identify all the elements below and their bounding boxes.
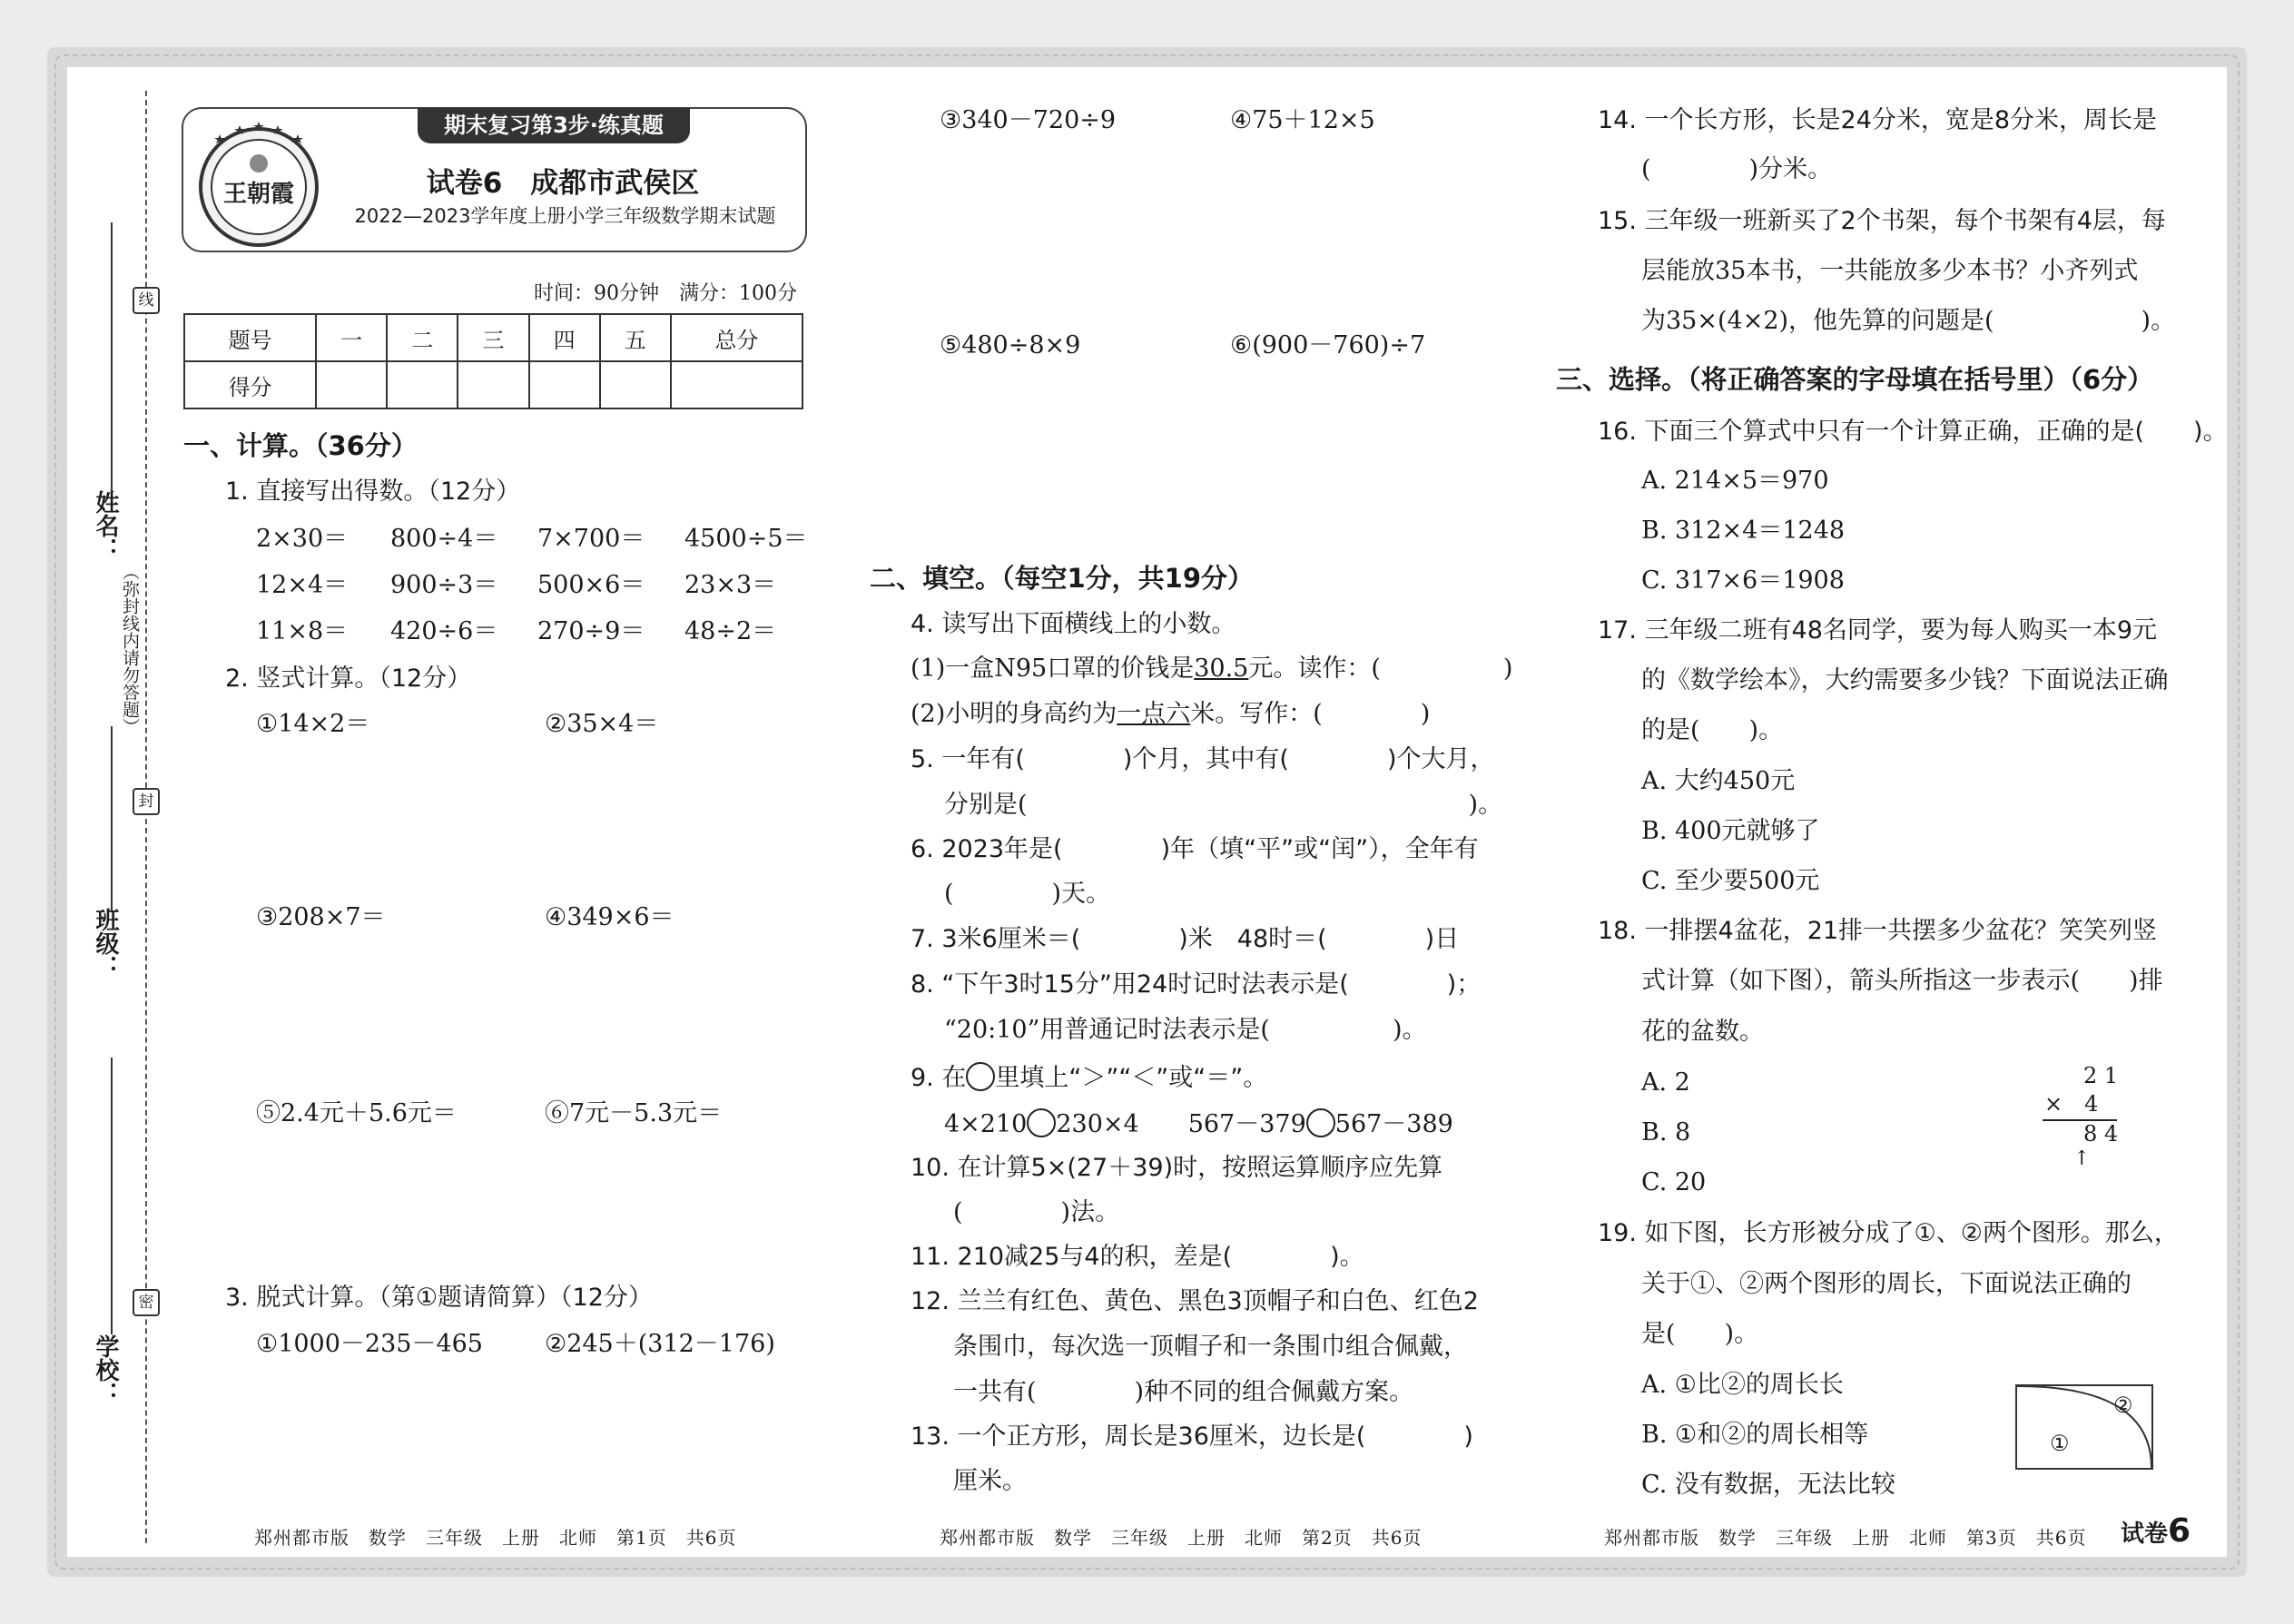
- calc-item: 11×8＝: [256, 617, 349, 645]
- option: B. 8: [1641, 1118, 1691, 1147]
- question-2: 2. 竖式计算。（12分）: [225, 664, 472, 693]
- calc-item: 420÷6＝: [390, 617, 498, 645]
- seal-mark: 封: [133, 788, 160, 815]
- question-1: 1. 直接写出得数。（12分）: [225, 477, 521, 506]
- question-9: 9. 在 里填上“＞”“＜”或“＝”。: [911, 1064, 1268, 1092]
- vertical-calc-item: ①14×2＝: [256, 710, 370, 738]
- option: C. 317×6＝1908: [1641, 566, 1845, 595]
- calc-figure-line: × 4: [2044, 1091, 2099, 1117]
- calc-item: 48÷2＝: [684, 617, 777, 645]
- score-header-cell: 四: [529, 314, 600, 361]
- calc-item: 500×6＝: [537, 571, 645, 599]
- question-15-line3: 为35×(4×2)，他先算的问题是( )。: [1641, 307, 2176, 335]
- header-tab: 期末复习第3步·练真题: [418, 107, 690, 143]
- calc-item: 2×30＝: [256, 525, 349, 553]
- class-label: 班级：: [92, 908, 119, 979]
- score-header-cell: 总分: [671, 314, 802, 361]
- question-17: 17. 三年级二班有48名同学，要为每人购买一本9元: [1598, 616, 2158, 645]
- score-table: [183, 313, 803, 409]
- footer-page-2: 郑州都市版 数学 三年级 上册 北师 第2页 共6页: [940, 1527, 1423, 1549]
- option: A. 214×5＝970: [1641, 467, 1829, 495]
- time-info: 时间：90分钟 满分：100分: [534, 282, 797, 305]
- calc-figure-line: 8 4: [2083, 1121, 2119, 1147]
- seal-mark: 线: [133, 287, 160, 314]
- section-3-heading: 三、选择。（将正确答案的字母填在括号里）（6分）: [1556, 364, 2154, 395]
- option: A. 2: [1641, 1068, 1690, 1097]
- option: C. 没有数据，无法比较: [1641, 1471, 1895, 1499]
- question-12-line3: 一共有( )种不同的组合佩戴方案。: [953, 1378, 1414, 1406]
- page-title: 试卷6 成都市武侯区: [426, 167, 700, 200]
- question-18-line3: 花的盆数。: [1641, 1018, 1764, 1046]
- calc-item: 23×3＝: [684, 571, 777, 599]
- footer-page-3: 郑州都市版 数学 三年级 上册 北师 第3页 共6页: [1604, 1527, 2087, 1549]
- score-cell[interactable]: [316, 361, 387, 408]
- score-cell[interactable]: [671, 361, 802, 408]
- step-calc-item: ④75＋12×5: [1230, 106, 1375, 134]
- option: C. 至少要500元: [1641, 867, 1820, 895]
- rectangle-figure: [2015, 1384, 2153, 1470]
- question-15: 15. 三年级一班新买了2个书架，每个书架有4层，每: [1598, 207, 2166, 235]
- class-line: [111, 726, 113, 912]
- question-8-line2: “20:10”用普通记时法表示是( )。: [944, 1016, 1427, 1044]
- question-18: 18. 一排摆4盆花，21排一共摆多少盆花？笑笑列竖: [1598, 917, 2158, 945]
- name-label: 姓名：: [92, 490, 119, 561]
- compare-circle-icon[interactable]: [1027, 1108, 1056, 1137]
- calc-item: 7×700＝: [537, 525, 645, 553]
- step-calc-item: ①1000－235－465: [256, 1330, 483, 1358]
- option: B. 400元就够了: [1641, 817, 1820, 845]
- option: B. 312×4＝1248: [1641, 517, 1846, 545]
- option: A. 大约450元: [1641, 767, 1796, 795]
- score-header-cell: 一: [316, 314, 387, 361]
- question-10: 10. 在计算5×(27＋39)时，按照运算顺序应先算: [911, 1154, 1443, 1182]
- score-header-cell: 五: [600, 314, 671, 361]
- calc-item: 270÷9＝: [537, 617, 645, 645]
- question-13: 13. 一个正方形，周长是36厘米，边长是( ): [911, 1422, 1473, 1451]
- question-6-line2: ( )天。: [944, 880, 1111, 908]
- school-label: 学校：: [92, 1334, 119, 1405]
- question-8: 8. “下午3时15分”用24时记时法表示是( )；: [911, 970, 1482, 999]
- score-cell[interactable]: [387, 361, 458, 408]
- name-line: [111, 222, 113, 495]
- question-19-line3: 是( )。: [1641, 1320, 1759, 1348]
- question-3: 3. 脱式计算。（第①题请简算）（12分）: [225, 1284, 653, 1312]
- vertical-calc-item: ④349×6＝: [545, 903, 674, 931]
- sidebar-note: （弥封线内请勿答题）: [120, 563, 140, 735]
- question-4: 4. 读写出下面横线上的小数。: [911, 610, 1236, 638]
- compare-circle-icon[interactable]: [1306, 1108, 1335, 1137]
- section-1-heading: 一、计算。（36分）: [183, 430, 418, 461]
- score-row-label: 得分: [184, 361, 316, 408]
- question-5: 5. 一年有( )个月，其中有( )个大月，: [911, 745, 1495, 773]
- question-7: 7. 3米6厘米＝( )米 48时＝( )日: [911, 925, 1460, 953]
- question-17-line3: 的是( )。: [1641, 716, 1784, 744]
- score-header-cell: 题号: [184, 314, 316, 361]
- score-cell[interactable]: [600, 361, 671, 408]
- score-header-cell: 二: [387, 314, 458, 361]
- option: A. ①比②的周长长: [1641, 1371, 1844, 1399]
- question-19: 19. 如下图，长方形被分成了①、②两个图形。那么，: [1598, 1219, 2179, 1247]
- question-16: 16. 下面三个算式中只有一个计算正确，正确的是( )。: [1598, 418, 2228, 446]
- score-cell[interactable]: [458, 361, 528, 408]
- arrow-up-icon: ↑: [2073, 1147, 2091, 1170]
- question-11: 11. 210减25与4的积，差是( )。: [911, 1243, 1364, 1271]
- figure-label: ①: [2050, 1431, 2070, 1456]
- question-13-line2: 厘米。: [953, 1467, 1027, 1495]
- question-18-line2: 式计算（如下图），箭头所指这一步表示( )排: [1641, 967, 2163, 995]
- option: B. ①和②的周长相等: [1641, 1421, 1869, 1449]
- calc-item: 4500÷5＝: [684, 525, 808, 553]
- score-cell[interactable]: [529, 361, 600, 408]
- question-10-line2: ( )法。: [953, 1198, 1120, 1226]
- step-calc-item: ⑥(900－760)÷7: [1230, 331, 1426, 359]
- question-12-line2: 条围巾，每次选一顶帽子和一条围巾组合佩戴，: [953, 1333, 1468, 1361]
- compare-row: 4×210 230×4 567－379 567－389: [944, 1110, 1453, 1138]
- question-6: 6. 2023年是( )年（填“平”或“闰”），全年有: [911, 835, 1479, 863]
- question-14-line2: ( )分米。: [1641, 155, 1833, 183]
- vertical-calc-item: ③208×7＝: [256, 903, 386, 931]
- logo-text: 王朝霞: [222, 181, 295, 208]
- question-4a: (1)一盒N95口罩的价钱是30.5元。读作：( ): [911, 655, 1513, 683]
- seal-mark: 密: [133, 1289, 160, 1316]
- calc-item: 900÷3＝: [390, 571, 498, 599]
- section-2-heading: 二、填空。（每空1分，共19分）: [870, 563, 1255, 594]
- publisher-logo: [192, 118, 325, 251]
- question-19-line2: 关于①、②两个图形的周长，下面说法正确的: [1641, 1270, 2132, 1298]
- step-calc-item: ⑤480÷8×9: [940, 331, 1081, 359]
- paper-badge: 试卷6: [2121, 1512, 2191, 1550]
- school-line: [111, 1058, 113, 1334]
- question-12: 12. 兰兰有红色、黄色、黑色3顶帽子和白色、红色2: [911, 1287, 1479, 1315]
- compare-circle-icon: [966, 1062, 995, 1091]
- score-header-cell: 三: [458, 314, 528, 361]
- calc-item: 12×4＝: [256, 571, 349, 599]
- calc-figure-line: 2 1: [2083, 1063, 2119, 1088]
- question-4b: (2)小明的身高约为一点六米。写作：( ): [911, 700, 1431, 728]
- question-17-line2: 的《数学绘本》，大约需要多少钱？下面说法正确: [1641, 666, 2169, 694]
- vertical-calc-item: ②35×4＝: [545, 710, 659, 738]
- step-calc-item: ②245＋(312－176): [545, 1330, 775, 1358]
- question-5-line2: 分别是( )。: [944, 791, 1503, 819]
- calc-item: 800÷4＝: [390, 525, 498, 553]
- footer-page-1: 郑州都市版 数学 三年级 上册 北师 第1页 共6页: [254, 1527, 737, 1549]
- question-14: 14. 一个长方形，长是24分米，宽是8分米，周长是: [1598, 106, 2158, 134]
- question-15-line2: 层能放35本书，一共能放多少本书？小齐列式: [1641, 257, 2139, 285]
- option: C. 20: [1641, 1168, 1707, 1196]
- figure-label: ②: [2113, 1393, 2133, 1418]
- vertical-calc-item: ⑥7元－5.3元＝: [545, 1099, 723, 1127]
- step-calc-item: ③340－720÷9: [940, 106, 1117, 134]
- vertical-calc-item: ⑤2.4元＋5.6元＝: [256, 1099, 457, 1127]
- page-subtitle: 2022—2023学年度上册小学三年级数学期末试题: [354, 205, 776, 227]
